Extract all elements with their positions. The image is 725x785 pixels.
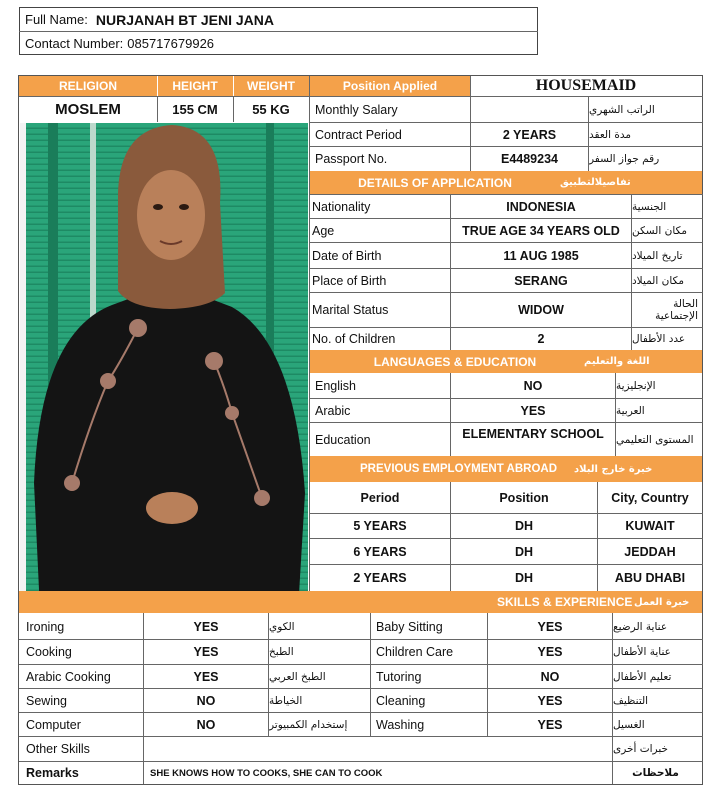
skill-value: YES: [193, 669, 219, 684]
skill-value: YES: [537, 645, 563, 659]
employment-cell: KUWAIT: [625, 519, 675, 533]
religion-header: RELIGION: [58, 79, 117, 93]
details-row-label: Date of Birth: [312, 248, 382, 263]
details-row-arabic: تاريخ الميلاد: [632, 249, 683, 262]
skill-arabic: تعليم الأطفال: [613, 670, 672, 683]
contact-label: Contact Number:: [25, 36, 124, 51]
employment-cell: ABU DHABI: [614, 571, 686, 585]
skill-arabic: الطبخ: [269, 646, 294, 658]
details-row-label: Age: [312, 223, 335, 238]
details-row-label: Place of Birth: [312, 273, 387, 288]
skill-value: NO: [540, 669, 560, 684]
contact-value: 085717679926: [127, 36, 215, 51]
details-row-value: 2: [537, 332, 545, 346]
details-row-value: 11 AUG 1985: [503, 248, 579, 263]
details-row-arabic: مكان السكن: [632, 224, 687, 237]
contract-period-arabic: مدة العقد: [589, 128, 631, 141]
employment-header-position: Position: [499, 491, 549, 505]
employment-cell: JEDDAH: [624, 544, 676, 559]
skill-arabic: عناية الأطفال: [613, 646, 671, 658]
skill-label: Children Care: [376, 645, 454, 659]
skill-label: Baby Sitting: [376, 619, 443, 634]
details-row-label: Nationality: [312, 199, 371, 214]
skill-label: Cleaning: [376, 693, 426, 708]
contact-row: [25, 32, 214, 55]
skill-value: NO: [196, 693, 216, 708]
skill-arabic: عناية الرضيع: [613, 620, 668, 633]
skill-arabic: الكوي: [269, 620, 295, 633]
other-skills-label: Other Skills: [26, 742, 90, 756]
salary-label: Monthly Salary: [315, 102, 398, 117]
religion-value: MOSLEM: [55, 101, 121, 118]
skill-value: YES: [537, 717, 563, 732]
remarks-value: SHE KNOWS HOW TO COOKS, SHE CAN TO COOK: [150, 767, 383, 779]
skill-arabic: التنظيف: [613, 694, 649, 707]
skills-title: SKILLS & EXPERIENCE: [497, 595, 633, 609]
skill-label: Tutoring: [376, 669, 422, 684]
language-row-arabic: المستوى التعليمي: [616, 433, 694, 446]
skill-value: YES: [537, 693, 563, 708]
other-skills-value: [144, 737, 612, 761]
applicant-portrait-graphic: [20, 123, 308, 611]
skill-arabic: الطبخ العربي: [269, 670, 326, 683]
details-row-value: TRUE AGE 34 YEARS OLD: [462, 223, 620, 238]
employment-cell: DH: [514, 519, 534, 533]
employment-header-city: City, Country: [611, 491, 689, 505]
position-applied-value: HOUSEMAID: [535, 77, 637, 94]
employment-title-arabic: خبرة خارج البلاد: [574, 463, 653, 475]
language-row-value: ELEMENTARY SCHOOL: [462, 427, 604, 441]
language-row-label: Arabic: [315, 403, 351, 418]
skill-value: YES: [193, 645, 219, 659]
full-name-row: [25, 8, 274, 31]
details-row-value: INDONESIA: [506, 199, 576, 214]
skill-value: YES: [537, 619, 563, 634]
height-value: 155 CM: [172, 102, 218, 117]
passport-arabic: رقم جواز السفر: [589, 153, 660, 165]
employment-cell: 2 YEARS: [353, 571, 407, 585]
salary-value: [471, 97, 588, 122]
details-row-arabic: مكان الميلاد: [632, 274, 684, 287]
employment-title: PREVIOUS EMPLOYMENT ABROAD: [360, 463, 558, 475]
employment-header-period: Period: [360, 491, 400, 505]
skill-value: NO: [196, 717, 216, 732]
skill-label: Sewing: [26, 693, 67, 708]
salary-label-arabic: الراتب الشهري: [589, 103, 655, 116]
remarks-label: Remarks: [26, 766, 79, 780]
languages-title: LANGUAGES & EDUCATION: [373, 354, 537, 369]
contract-period-label: Contract Period: [315, 127, 402, 142]
details-row-value: WIDOW: [518, 303, 564, 317]
language-row-arabic: الإنجليزية: [616, 380, 656, 392]
details-row-arabic: الحالة الإجتماعية: [655, 298, 698, 322]
details-row-value: SERANG: [514, 273, 568, 288]
skill-arabic: إستخدام الكمبيوتر: [269, 718, 348, 731]
skills-title-arabic: خبرة العمل: [634, 596, 690, 608]
language-row-label: Education: [315, 432, 371, 447]
skill-arabic: الغسيل: [613, 718, 645, 731]
height-header: HEIGHT: [172, 79, 218, 93]
details-title-arabic: تفاصيلالتطبيق: [560, 177, 631, 188]
contract-period-value: 2 YEARS: [502, 127, 557, 142]
employment-cell: 6 YEARS: [353, 544, 407, 559]
position-applied-header: Position Applied: [342, 79, 438, 93]
remarks-arabic: ملاحظات: [632, 767, 679, 779]
full-name-value: NURJANAH BT JENI JANA: [95, 11, 274, 28]
employment-cell: 5 YEARS: [353, 519, 407, 533]
skill-label: Washing: [376, 717, 425, 732]
skill-label: Ironing: [26, 619, 65, 634]
skill-value: YES: [193, 619, 219, 634]
applicant-photo: [20, 123, 308, 611]
weight-value: 55 KG: [252, 102, 290, 117]
skill-label: Computer: [26, 717, 81, 732]
other-skills-arabic: خبرات أخرى: [613, 743, 669, 755]
details-row-label: No. of Children: [312, 332, 396, 346]
details-row-arabic: الجنسية: [632, 200, 667, 213]
language-row-label: English: [315, 379, 356, 393]
language-row-value: NO: [523, 379, 543, 393]
skill-label: Cooking: [26, 645, 72, 659]
weight-header: WEIGHT: [247, 79, 295, 93]
full-name-label: Full Name:: [25, 12, 88, 27]
skill-label: Arabic Cooking: [26, 669, 111, 684]
employment-cell: DH: [514, 571, 534, 585]
languages-title-arabic: اللغة والتعليم: [584, 356, 650, 367]
details-row-label: Marital Status: [312, 303, 389, 317]
details-row-arabic: عدد الأطفال: [632, 333, 686, 345]
skill-arabic: الخياطة: [269, 694, 303, 707]
passport-label: Passport No.: [315, 152, 388, 166]
details-title: DETAILS OF APPLICATION: [358, 175, 512, 190]
passport-value: E4489234: [500, 152, 558, 166]
language-row-value: YES: [520, 403, 546, 418]
employment-cell: DH: [514, 544, 534, 559]
language-row-arabic: العربية: [616, 404, 645, 417]
